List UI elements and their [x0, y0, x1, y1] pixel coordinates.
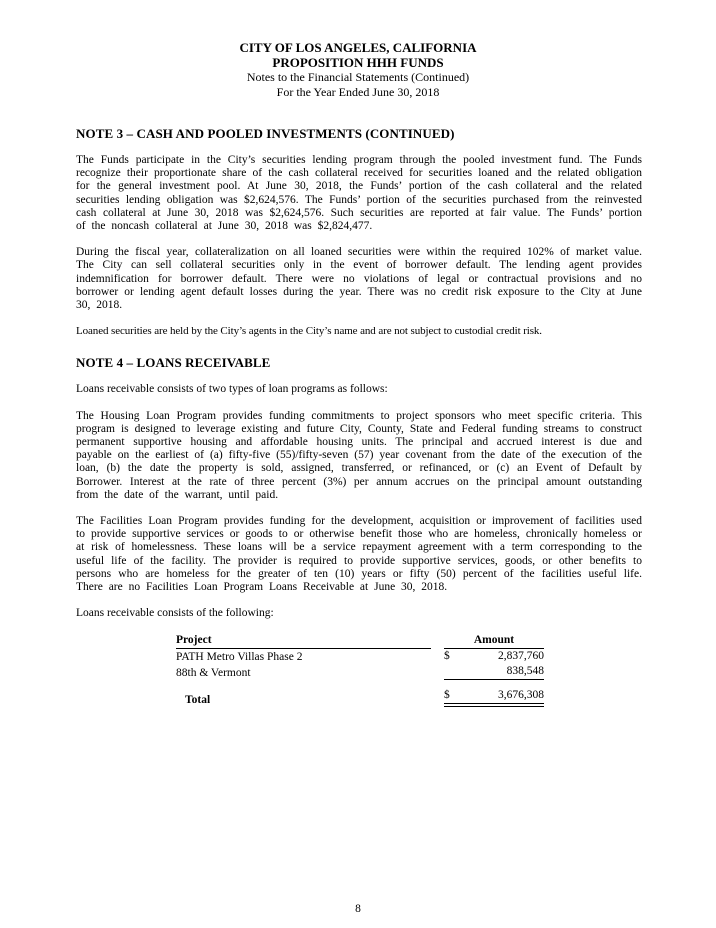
document-body: [76, 126, 642, 707]
amount-cell: [444, 664, 544, 680]
loans-receivable-table: [176, 634, 544, 707]
header-org-title: CITY OF LOS ANGELES, CALIFORNIA: [239, 40, 477, 55]
housing-loan-program-paragraph: The Housing Loan Program provides funding commitments to project sponsors who meet specific criteria. This program is designed to leverage existing and future City, County, State and Federal funding streams to construct permanent supportive housing and affordable housing units. The principal and accrued interest is due and payable on the earliest of (a) fifty-five (55)/fifty-seven (57) year covenant from the date of the execution of the loan, (b) the date the property is sold, assigned, transferred, or refinanced, or (c) an Event of Default by Borrower. Interest at the rate of three percent (3%) per annum accrues on the principal amount outstanding from the date of the warrant, until paid.: [76, 409, 642, 501]
note4-intro: Loans receivable consists of two types of loan programs as follows:: [76, 383, 388, 396]
column-header-amount: Amount: [444, 634, 544, 649]
table-row: [176, 649, 544, 664]
header-subtitle: Notes to the Financial Statements (Continued): [246, 70, 470, 84]
note3-paragraph-2: During the fiscal year, collateralization on all loaned securities were within the required 102% of market value. The City can sell collateral securities only in the event of borrower default. The lending agent provides indemnification for borrower default. There were no violations of legal or contractual provisions and no borrower or lending agent default losses during the year. There was no credit risk exposure to the City at June 30, 2018.: [76, 246, 642, 312]
header-period: For the Year Ended June 30, 2018: [276, 84, 440, 99]
header-fund-title: PROPOSITION HHH FUNDS: [272, 55, 444, 70]
page-number: 8: [355, 903, 361, 915]
table-total-row: [176, 688, 544, 707]
note3-paragraph-1: The Funds participate in the City’s securities lending program through the pooled investment fund. The Funds recognize their proportionate share of the cash collateral received for securities loaned and the related obligation for the general investment pool. At June 30, 2018, the Funds’ portion of the cash collateral and the related securities lending obligation was $2,624,576. The Funds’ portion of the securities purchased from the reinvested cash collateral at June 30, 2018 was $2,624,576. Such securities are reported at fair value. The Funds’ portion of the noncash collateral at June 30, 2018 was $2,824,477.: [76, 154, 642, 233]
total-amount-value: 3,676,308: [498, 689, 544, 702]
note4-heading: NOTE 4 – LOANS RECEIVABLE: [76, 355, 271, 371]
amount-cell: [444, 649, 544, 664]
currency-symbol: $: [444, 689, 450, 702]
amount-value: 2,837,760: [498, 650, 544, 663]
table-row: [176, 664, 544, 680]
loans-table-intro: Loans receivable consists of the following:: [76, 607, 274, 620]
total-amount-cell: [444, 688, 544, 707]
note3-heading: NOTE 3 – CASH AND POOLED INVESTMENTS (CONTINUED): [76, 126, 455, 141]
currency-symbol: $: [444, 650, 450, 663]
facilities-loan-program-paragraph: The Facilities Loan Program provides funding for the development, acquisition or improvement of facilities used to provide supportive services or goods to or otherwise benefit those who are homeless, chronically homeless or at risk of homelessness. These loans will be a service repayment agreement with a term corresponding to the useful life of the facility. The provider is required to provide supportive services, goods, or other benefits to persons who are homeless for the greater of ten (10) years or fifty (50) percent of the facilities useful life. There are no Facilities Loan Program Loans Receivable at June 30, 2018.: [76, 515, 642, 594]
column-header-project: Project: [176, 634, 431, 649]
amount-value: 838,548: [506, 665, 544, 678]
document-header: [0, 40, 716, 99]
project-name: 88th & Vermont: [176, 667, 251, 680]
table-header-row: [176, 634, 544, 649]
total-label: Total: [185, 694, 211, 707]
project-name: PATH Metro Villas Phase 2: [176, 651, 303, 664]
note3-paragraph-3: Loaned securities are held by the City’s agents in the City’s name and are not subject to custodial credit risk.: [76, 325, 542, 338]
